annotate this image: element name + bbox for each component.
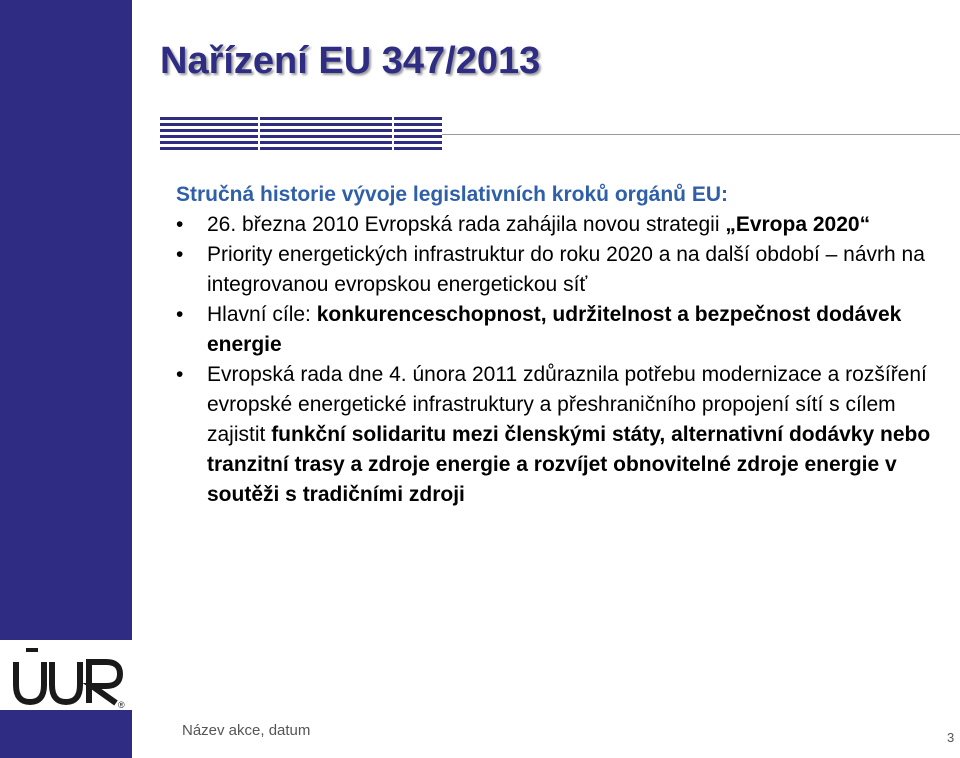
section-heading: Stručná historie vývoje legislativních kroků orgánů EU: [176,183,728,206]
bullet-text-bold: konkurenceschopnost, udržitelnost a bezpečnost dodávek energie [207,303,902,356]
title-rule [442,134,960,135]
bullet-item [176,360,936,510]
bullet-text: Hlavní cíle: [207,303,317,326]
logo-graphic [0,640,132,710]
bullet-item [176,300,936,360]
uur-logo [0,640,132,710]
page-number: 3 [947,730,955,745]
footer-event: Název akce, datum [182,722,311,739]
bullet-text: Priority energetických infrastruktur do roku 2020 a na další období – návrh na integrovanou evropskou energetickou síť [207,243,925,296]
bullet-item [176,210,936,240]
bullet-text: Evropská rada dne 4. února 2011 zdůraznila potřebu modernizace a rozšíření evropské energetické infrastruktury a přeshraničního propojení sítí s cílem zajistit [207,363,927,446]
bullet-text: 26. března 2010 Evropská rada zahájila novou strategii [207,213,726,236]
decorative-stripes [160,117,442,153]
slide-content [176,180,936,510]
registered-mark: ® [118,700,125,710]
bullet-text-bold: „Evropa 2020“ [725,213,871,236]
bullet-text-bold: funkční solidaritu mezi členskými státy, alternativní dodávky nebo tranzitní trasy a zdroje energie a rozvíjet obnovitelné zdroje energie v soutěži s tradičními zdroji [207,423,931,506]
slide-title: Nařízení EU 347/2013 [160,40,541,82]
bullet-item [176,240,936,300]
bullet-list [176,210,936,510]
